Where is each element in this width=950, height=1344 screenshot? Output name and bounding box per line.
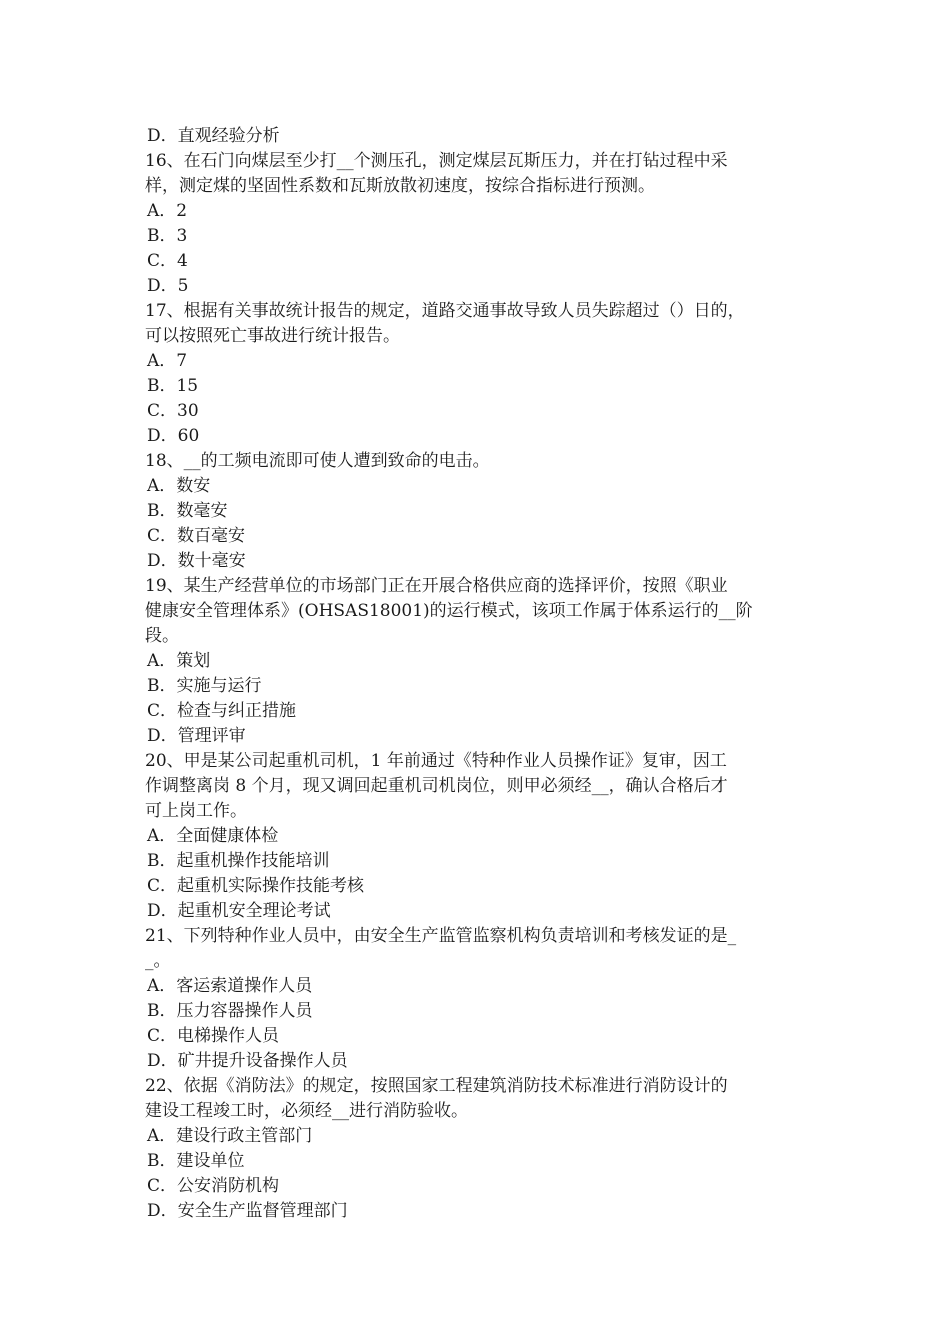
question-text-line: 段。 xyxy=(145,626,179,646)
answer-option: D．安全生产监督管理部门 xyxy=(147,1201,348,1221)
answer-option: D．数十毫安 xyxy=(147,551,246,571)
answer-option: B．实施与运行 xyxy=(147,676,262,696)
question-text-line: _。 xyxy=(145,951,171,971)
question-text-line: 20、甲是某公司起重机司机，1 年前通过《特种作业人员操作证》复审，因工 xyxy=(145,751,727,771)
answer-option: A．客运索道操作人员 xyxy=(147,976,313,996)
answer-option: A．数安 xyxy=(147,476,211,496)
answer-option: D．60 xyxy=(147,426,200,446)
answer-option: D．矿井提升设备操作人员 xyxy=(147,1051,348,1071)
answer-option: D．5 xyxy=(147,276,189,296)
answer-option: C．数百毫安 xyxy=(147,526,246,546)
answer-option: C．30 xyxy=(147,401,199,421)
answer-option: C．电梯操作人员 xyxy=(147,1026,280,1046)
question-text-line: 样，测定煤的坚固性系数和瓦斯放散初速度，按综合指标进行预测。 xyxy=(145,176,655,196)
answer-option: B．数毫安 xyxy=(147,501,228,521)
answer-option: D．直观经验分析 xyxy=(147,126,280,146)
question-list xyxy=(145,124,815,1224)
answer-option: A．策划 xyxy=(147,651,211,671)
question-text-line: 19、某生产经营单位的市场部门正在开展合格供应商的选择评价，按照《职业 xyxy=(145,576,728,596)
answer-option: A．全面健康体检 xyxy=(147,826,279,846)
answer-option: A．建设行政主管部门 xyxy=(147,1126,313,1146)
answer-option: A．7 xyxy=(147,351,188,371)
question-text-line: 16、在石门向煤层至少打__个测压孔，测定煤层瓦斯压力，并在打钻过程中采 xyxy=(145,151,728,171)
answer-option: B．起重机操作技能培训 xyxy=(147,851,330,871)
answer-option: D．起重机安全理论考试 xyxy=(147,901,331,921)
answer-option: C．4 xyxy=(147,251,188,271)
answer-option: C．起重机实际操作技能考核 xyxy=(147,876,365,896)
question-text-line: 18、__的工频电流即可使人遭到致命的电击。 xyxy=(145,451,490,471)
question-text-line: 可以按照死亡事故进行统计报告。 xyxy=(145,326,400,346)
question-text-line: 22、依据《消防法》的规定，按照国家工程建筑消防技术标准进行消防设计的 xyxy=(145,1076,728,1096)
question-text-line: 健康安全管理体系》(OHSAS18001)的运行模式，该项工作属于体系运行的__阶 xyxy=(145,601,753,621)
question-text-line: 可上岗工作。 xyxy=(145,801,247,821)
answer-option: B．15 xyxy=(147,376,199,396)
answer-option: C．公安消防机构 xyxy=(147,1176,280,1196)
answer-option: A．2 xyxy=(147,201,188,221)
document-page xyxy=(145,124,815,1224)
answer-option: B．建设单位 xyxy=(147,1151,245,1171)
question-text-line: 作调整离岗 8 个月，现又调回起重机司机岗位，则甲必须经__，确认合格后才 xyxy=(145,776,728,796)
answer-option: B．3 xyxy=(147,226,188,246)
question-text-line: 17、根据有关事故统计报告的规定，道路交通事故导致人员失踪超过（）日的， xyxy=(145,301,745,321)
question-text-line: 21、下列特种作业人员中，由安全生产监管监察机构负责培训和考核发证的是_ xyxy=(145,926,737,946)
question-text-line: 建设工程竣工时，必须经__进行消防验收。 xyxy=(145,1101,468,1121)
answer-option: B．压力容器操作人员 xyxy=(147,1001,313,1021)
answer-option: D．管理评审 xyxy=(147,726,246,746)
answer-option: C．检查与纠正措施 xyxy=(147,701,297,721)
